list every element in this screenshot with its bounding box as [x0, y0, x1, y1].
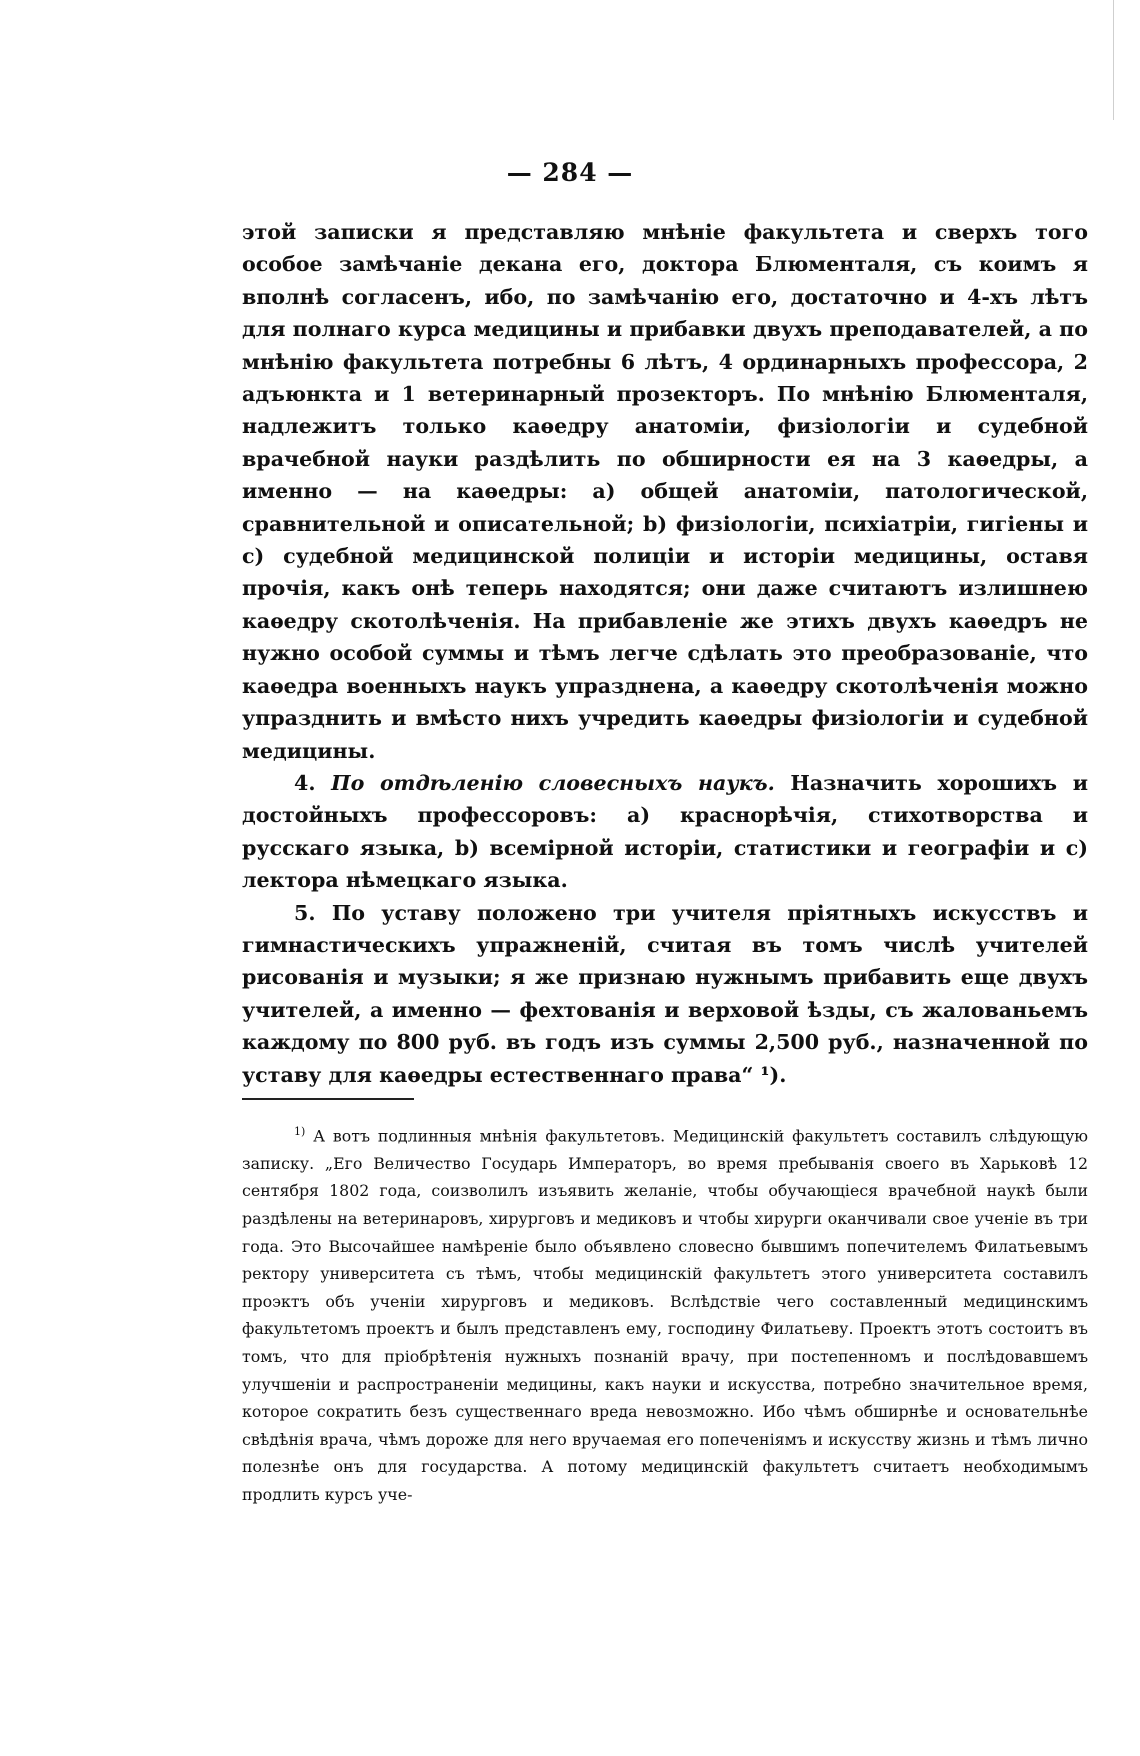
- main-text: [242, 216, 1088, 1091]
- paragraph-continuation: этой записки я представляю мнѣніе факультета и сверхъ того особое замѣчаніе декана его, доктора Блюменталя, съ коимъ я вполнѣ согласенъ, ибо, по замѣчанію его, достаточно и 4-хъ лѣтъ для полнаго курса медицины и прибавки двухъ преподавателей, а по мнѣнію факультета потребны 6 лѣтъ, 4 ординарныхъ профессора, 2 адъюнкта и 1 ветеринарный прозекторъ. По мнѣнію Блюменталя, надлежитъ только каѳедру анатоміи, физіологіи и судебной врачебной науки раздѣлить по обширности ея на 3 каѳедры, а именно — на каѳедры: a) общей анатоміи, патологической, сравнительной и описательной; b) физіологіи, психіатріи, гигіены и c) судебной медицинской полиціи и исторіи медицины, оставя прочія, какъ онѣ теперь находятся; они даже считаютъ излишнею каѳедру скотолѣченія. На прибавленіе же этихъ двухъ каѳедръ не нужно особой суммы и тѣмъ легче сдѣлать это преобразованіе, что каѳедра военныхъ наукъ упразднена, а каѳедру скотолѣченія можно упразднить и вмѣсто нихъ учредить каѳедры физіологіи и судебной медицины.: [242, 220, 1088, 763]
- footnote-text: А вотъ подлинныя мнѣнія факультетовъ. Медицинскій факультетъ составилъ слѣдующую записку. „Его Величество Государь Императоръ, во время пребыванія своего въ Харьковѣ 12 сентября 1802 года, соизволилъ изъявить желаніе, чтобы обучающіеся врачебной наукѣ были раздѣлены на ветеринаровъ, хирурговъ и медиковъ и чтобы хирурги оканчивали свое ученіе въ три года. Это Высочайшее намѣреніе было объявлено словесно бывшимъ попечителемъ Филатьевымъ ректору университета съ тѣмъ, чтобы медицинскій факультетъ этого университета составилъ проэктъ объ ученіи хирурговъ и медиковъ. Вслѣдствіе чего составленный медицинскимъ факультетомъ проектъ и былъ представленъ ему, господину Филатьеву. Проектъ этотъ состоитъ въ томъ, что для пріобрѣтенія нужныхъ познаній врачу, при постепенномъ и послѣдовавшемъ улучшеніи и распространеніи медицины, какъ науки и искусства, потребно значительное время, которое сократить безъ существеннаго вреда невозможно. Ибо чѣмъ обширнѣе и основательнѣе свѣдѣнія врача, чѣмъ дороже для него вручаемая его попеченіямъ и искусству жизнь и тѣмъ лично полезнѣе онъ для государства. А потому медицинскій факультетъ считаетъ необходимымъ продлить курсъ уче-: [242, 1126, 1088, 1504]
- page-number: — 284 —: [506, 158, 634, 187]
- footnote-divider: [242, 1098, 414, 1100]
- footnote-1: [242, 1118, 1088, 1509]
- section-number: 4.: [294, 770, 316, 795]
- section-text: Назначить хорошихъ и достойныхъ профессоровъ: a) краснорѣчія, стихотворства и русскаго языка, b) всемірной исторіи, статистики и географіи и c) лектора нѣмецкаго языка.: [242, 770, 1088, 893]
- section-title: По отдѣленію словесныхъ наукъ.: [331, 770, 775, 795]
- paragraph-section-5: 5. По уставу положено три учителя пріятныхъ искусствъ и гимнастическихъ упражненій, считая въ томъ числѣ учителей рисованія и музыки; я же признаю нужнымъ прибавить еще двухъ учителей, а именно — фехтованія и верховой ѣзды, съ жалованьемъ каждому по 800 руб. въ годъ изъ суммы 2,500 руб., назначенной по уставу для каѳедры естественнаго права“ ¹).: [242, 900, 1088, 1087]
- paragraph-section-4: [242, 767, 1088, 897]
- footnotes: [242, 1118, 1088, 1509]
- footnote-marker: 1): [294, 1125, 306, 1138]
- scan-edge-line: [1113, 0, 1114, 120]
